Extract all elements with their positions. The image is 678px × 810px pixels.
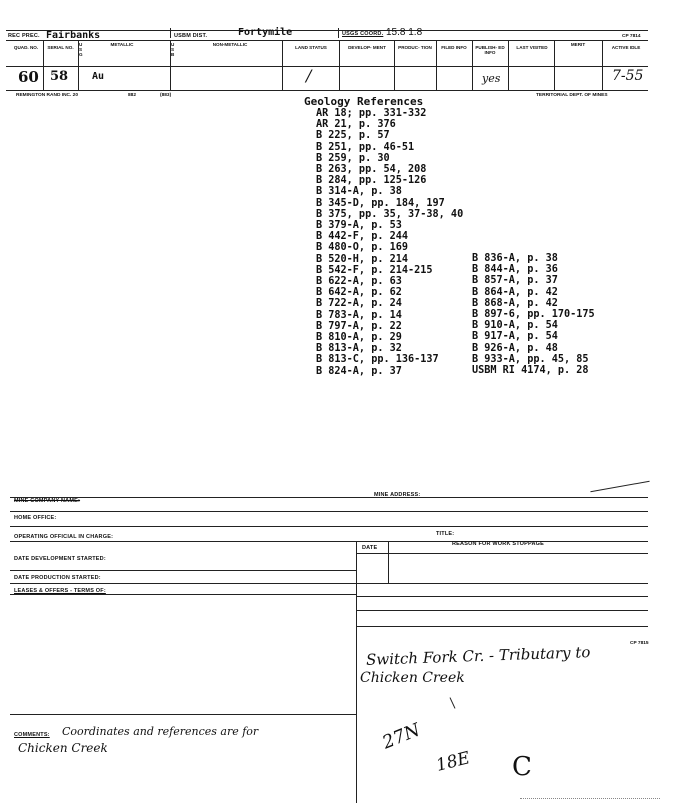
date-development-label: DATE DEVELOPMENT STARTED: — [14, 556, 106, 562]
land-status-value: / — [306, 66, 312, 85]
usgs-coord-label: USGS COORD. — [342, 31, 384, 37]
home-office-label: HOME OFFICE: — [14, 515, 57, 521]
col-u-s-g: U S G — [79, 42, 83, 57]
col-metallic: METALLIC — [110, 42, 134, 47]
range-value: 18E — [434, 748, 472, 776]
reason-column-label: REASON FOR WORK STOPPAGE — [452, 541, 544, 547]
scan-smudge — [520, 798, 660, 799]
reference-item: B 813-A, p. 32 — [316, 343, 402, 355]
col-u-s-b: U S B — [171, 42, 175, 57]
mine-address-label: MINE ADDRESS: — [374, 492, 421, 498]
col-land-status: LAND STATUS — [295, 45, 327, 50]
reference-item: B 813-C, pp. 136-137 — [316, 354, 439, 366]
rec-prec-label: REC PREC. — [8, 33, 40, 39]
reference-item: B 442-F, p. 244 — [316, 231, 409, 243]
comments-line-2: Chicken Creek — [18, 741, 108, 755]
rec-prec-value: Fairbanks — [46, 30, 101, 41]
department-name: TERRITORIAL DEPT. OF MINES — [536, 93, 608, 98]
printer-code-1: 882 — [128, 93, 137, 98]
reference-item: B 857-A, p. 37 — [472, 275, 558, 287]
reference-item: B 542-F, p. 214-215 — [316, 264, 433, 276]
metallic-value: Au — [92, 71, 105, 82]
reference-item: B 520-H, p. 214 — [316, 253, 409, 265]
mine-company-name-label: MINE COMPANY NAME: — [14, 498, 81, 504]
reference-item: AR 18; pp. 331-332 — [316, 108, 427, 119]
references-title: Geology References — [304, 95, 424, 108]
reference-item: B 897-6, pp. 170-175 — [472, 309, 595, 321]
serial-no-value: 58 — [50, 69, 69, 84]
col-merit: MERIT — [570, 42, 586, 47]
reference-item: B 251, pp. 46-51 — [316, 141, 415, 153]
form-number: CP 7814 — [622, 34, 641, 39]
reference-item: B 824-A, p. 37 — [316, 365, 402, 377]
col-last-visited: LAST VISITED — [516, 45, 548, 50]
col-active-idle: ACTIVE IDLE — [611, 45, 641, 50]
slash-mark — [590, 481, 649, 492]
reference-item: B 864-A, p. 42 — [472, 286, 558, 298]
col-non-metallic: NON-METALLIC — [212, 42, 248, 47]
date-production-label: DATE PRODUCTION STARTED: — [14, 575, 101, 581]
reference-item: B 783-A, p. 14 — [316, 309, 402, 321]
scan-mark — [450, 697, 456, 708]
reference-item: B 836-A, p. 38 — [472, 253, 558, 264]
references-column-2 — [472, 253, 595, 376]
col-filed-info: FILED INFO — [441, 45, 467, 50]
reference-item: B 933-A, pp. 45, 85 — [472, 353, 589, 365]
date-column-label: DATE — [362, 545, 378, 551]
meridian-value: C — [512, 752, 532, 782]
reference-item: B 225, p. 57 — [316, 130, 390, 142]
note-line-2: Chicken Creek — [360, 670, 465, 686]
township-value: 27N — [379, 719, 424, 754]
usbm-dist-label: USBM DIST. — [174, 33, 208, 39]
reference-item: B 844-A, p. 36 — [472, 264, 558, 276]
col-development: DEVELOP- MENT — [348, 45, 386, 50]
reference-item: B 810-A, p. 29 — [316, 332, 402, 344]
comments-label: COMMENTS: — [14, 732, 50, 738]
reference-item: B 263, pp. 54, 208 — [316, 164, 427, 176]
reference-item: B 480-O, p. 169 — [316, 242, 409, 254]
reference-item: B 722-A, p. 24 — [316, 298, 402, 310]
reference-item: AR 21, p. 376 — [316, 119, 396, 131]
reference-item: B 910-A, p. 54 — [472, 320, 558, 332]
reference-item: B 375, pp. 35, 37-38, 40 — [316, 208, 464, 220]
col-published-info: PUBLISH- ED INFO — [475, 45, 505, 55]
form-number-small: CP 7815 — [630, 641, 649, 646]
references-column-1 — [316, 108, 463, 377]
printer-code-2: (883) — [160, 93, 172, 98]
reference-item: B 797-A, p. 22 — [316, 320, 402, 332]
reference-item: B 379-A, p. 53 — [316, 220, 402, 232]
reference-item: B 868-A, p. 42 — [472, 297, 558, 309]
note-line-1: Switch Fork Cr. - Tributary to — [365, 643, 591, 669]
reference-item: B 917-A, p. 54 — [472, 331, 558, 343]
col-serial-no: SERIAL NO. — [47, 45, 74, 50]
usgs-coord-value: 15.8 1.8 — [386, 27, 423, 38]
reference-item: B 926-A, p. 48 — [472, 342, 558, 354]
title-label: TITLE: — [436, 531, 455, 537]
comments-line-1: Coordinates and references are for — [62, 725, 259, 738]
reference-item: B 345-D, pp. 184, 197 — [316, 197, 445, 209]
active-idle-value: 7-55 — [612, 68, 644, 84]
reference-item: B 622-A, p. 63 — [316, 276, 402, 288]
reference-item: B 259, p. 30 — [316, 152, 390, 164]
usbm-dist-value: Fortymile — [238, 27, 293, 38]
reference-item: B 284, pp. 125-126 — [316, 175, 427, 187]
printer-credit: REMINGTON RAND INC. 20 — [16, 93, 79, 98]
reference-item: B 314-A, p. 38 — [316, 186, 402, 198]
quad-no-value: 60 — [18, 68, 39, 86]
published-info-value: yes — [482, 72, 501, 85]
col-quad-no: QUAD. NO. — [13, 45, 39, 50]
operating-official-label: OPERATING OFFICIAL IN CHARGE: — [14, 534, 114, 540]
reference-item: B 642-A, p. 62 — [316, 287, 402, 299]
reference-item: USBM RI 4174, p. 28 — [472, 365, 589, 377]
col-production: PRODUC- TION — [398, 45, 432, 50]
leases-label: LEASES & OFFERS - TERMS OF: — [14, 588, 106, 594]
